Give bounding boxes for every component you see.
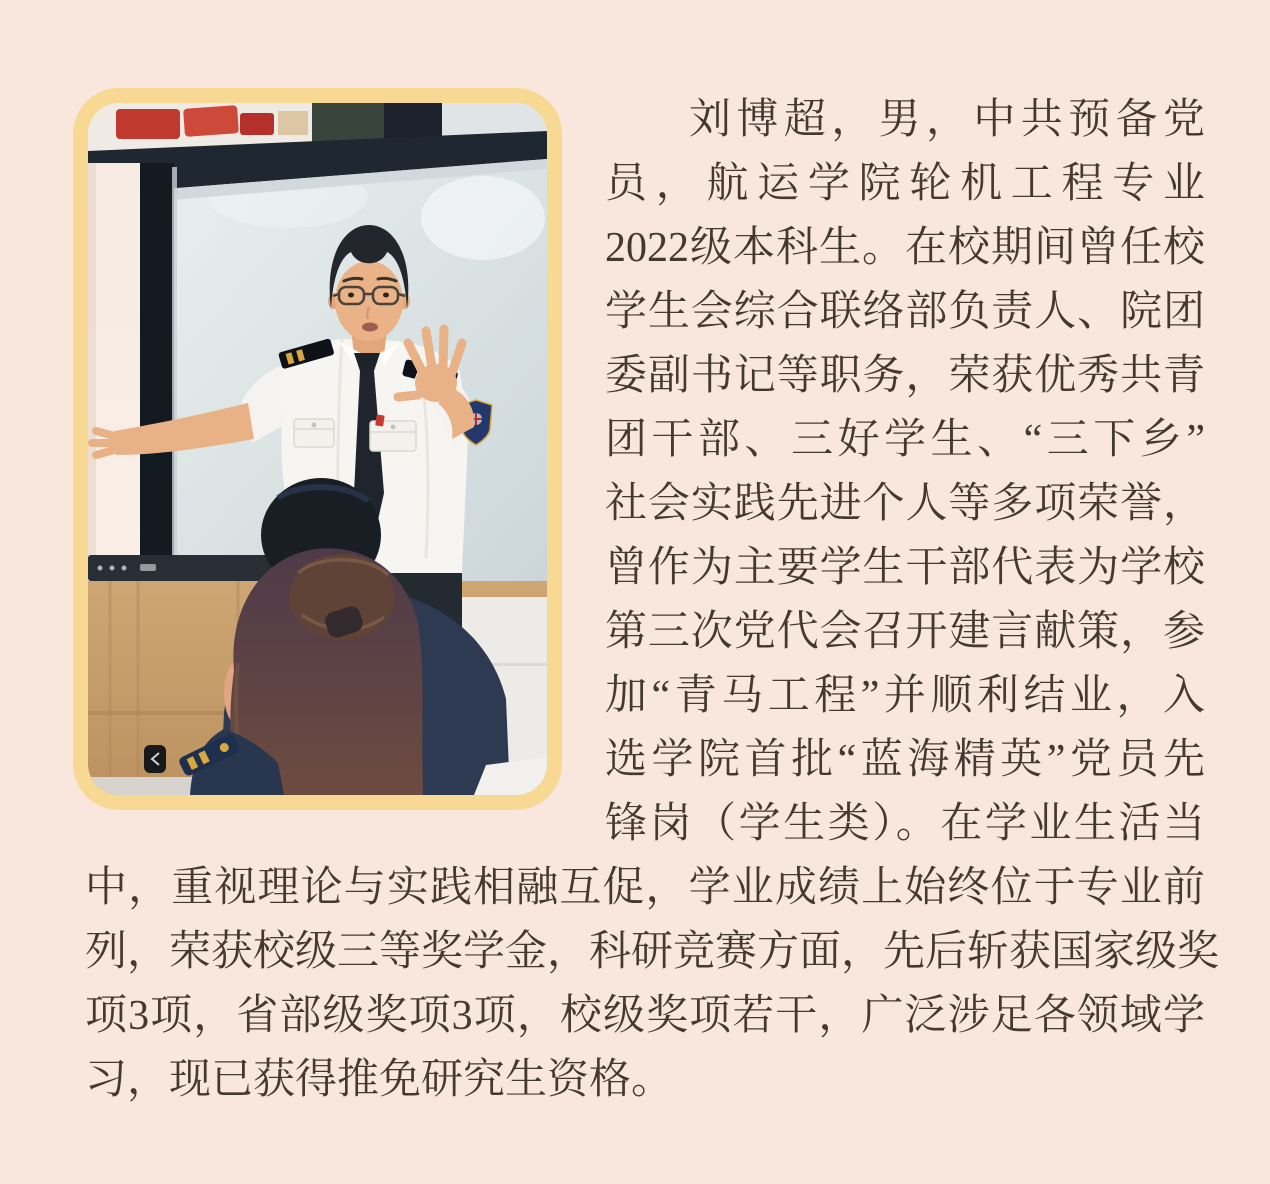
bio-line: 团干部、三好学生、“三下乡”: [605, 417, 1205, 463]
remote-control: [144, 745, 166, 773]
bio-line: 中，重视理论与实践相融互促，学业成绩上始终位于专业前: [85, 865, 1205, 911]
profile-photo-frame: [73, 88, 562, 810]
bio-line: 刘博超，男，中共预备党: [689, 97, 1205, 143]
bio-line: 曾作为主要学生干部代表为学校: [605, 545, 1205, 591]
bio-line: 列，荣获校级三等奖学金，科研竞赛方面，先后斩获国家级奖: [85, 929, 1220, 975]
bio-line: 习，现已获得推免研究生资格。: [85, 1057, 674, 1103]
bio-line: 学生会综合联络部负责人、院团: [605, 289, 1205, 335]
bio-line: 委副书记等职务，荣获优秀共青: [605, 353, 1205, 399]
bio-line: 选学院首批“蓝海精英”党员先: [605, 737, 1205, 783]
bio-line: 锋岗（学生类）。在学业生活当: [605, 801, 1205, 847]
bio-line: 社会实践先进个人等多项荣誉，: [605, 481, 1205, 527]
bio-line: 第三次党代会召开建言献策，参: [605, 609, 1205, 655]
bio-line: 加“青马工程”并顺利结业，入: [605, 673, 1205, 719]
bio-line: 2022级本科生。在校期间曾任校: [605, 225, 1205, 271]
bio-line: 员，航运学院轮机工程专业: [605, 161, 1205, 207]
classroom-photo-illustration: [88, 103, 547, 795]
bio-line: 项3项，省部级奖项3项，校级奖项若干，广泛涉足各领域学: [85, 993, 1205, 1039]
